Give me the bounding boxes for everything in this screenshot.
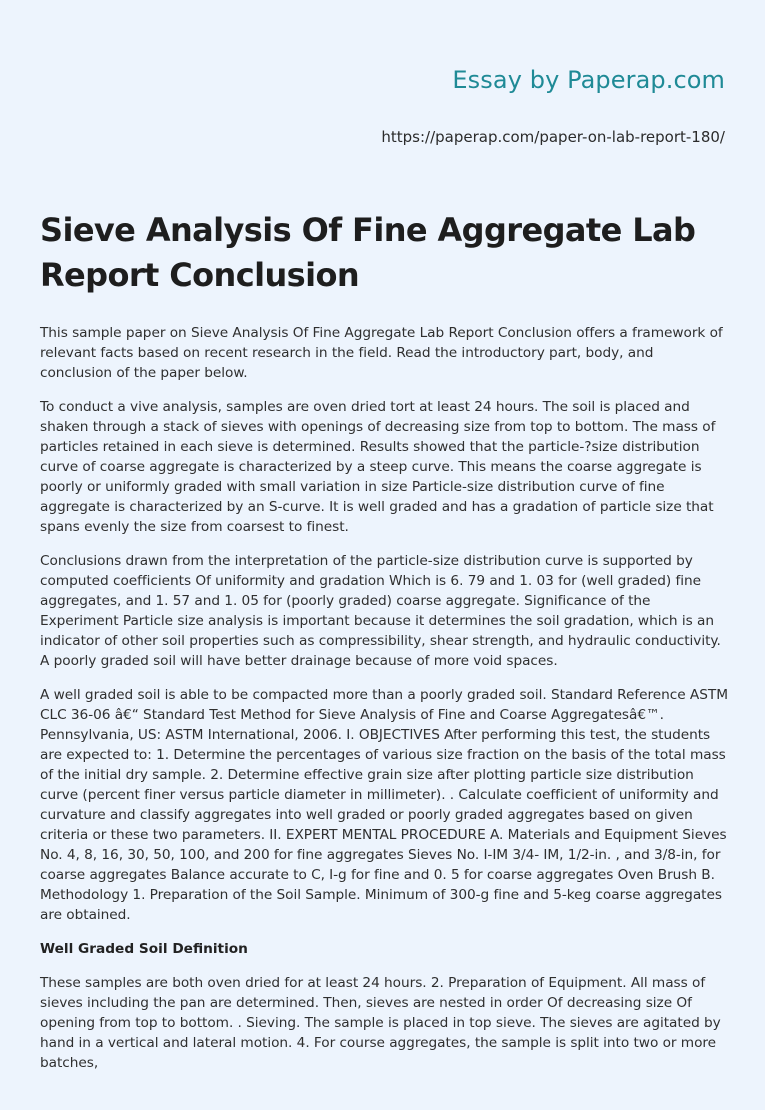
section-heading: Well Graded Soil Definition bbox=[40, 941, 248, 957]
article-title: Sieve Analysis Of Fine Aggregate Lab Report Conclusion bbox=[40, 211, 696, 294]
paragraph-conclusions: Conclusions drawn from the interpretation of the particle-size distribution curve is supported by computed coefficients Of uniformity and gradation Which is 6. 79 and 1. 03 for (well graded) fine aggregates, and 1. 57 and 1. 05 for (poorly graded) coarse aggregate. Significance of the Experiment Particle size analysis is important because it determines the soil gradation, which is an indicator of other soil properties such as compressibility, shear strength, and hydraulic conductivity. A poorly graded soil will have better drainage because of more void spaces. bbox=[40, 553, 721, 669]
article-body bbox=[40, 323, 728, 1087]
paragraph-objectives: A well graded soil is able to be compacted more than a poorly graded soil. Standard Reference ASTM CLC 36-06 â€“ Standard Test Method for Sieve Analysis of Fine and Coarse Aggregatesâ€™. Pennsylvania, US: ASTM International, 2006. I. OBJECTIVES After performing this test, the students are expected to: 1. Determine the percentages of various size fraction on the basis of the total mass of the initial dry sample. 2. Determine effective grain size after plotting particle size distribution curve (percent finer versus particle diameter in millimeter). . Calculate coefficient of uniformity and curvature and classify aggregates into well graded or poorly graded aggregates based on given criteria or these two parameters. II. EXPERT MENTAL PROCEDURE A. Materials and Equipment Sieves No. 4, 8, 16, 30, 50, 100, and 200 for fine aggregates Sieves No. I-IM 3/4- IM, 1/2-in. , and 3/8-in, for coarse aggregates Balance accurate to C, I-g for fine and 0. 5 for coarse aggregates Oven Brush B. Methodology 1. Preparation of the Soil Sample. Minimum of 300-g fine and 5-keg coarse aggregates are obtained. bbox=[40, 687, 728, 923]
paragraph-procedure: These samples are both oven dried for at least 24 hours. 2. Preparation of Equipment. All mass of sieves including the pan are determined. Then, sieves are nested in order Of decreasing size Of opening from top to bottom. . Sieving. The sample is placed in top sieve. The sieves are agitated by hand in a vertical and lateral motion. 4. For course aggregates, the sample is split into two or more batches, bbox=[40, 975, 721, 1071]
paragraph-method: To conduct a vive analysis, samples are oven dried tort at least 24 hours. The soil is placed and shaken through a stack of sieves with openings of decreasing size from top to bottom. The mass of particles retained in each sieve is determined. Results showed that the particle-?size distribution curve of coarse aggregate is characterized by a steep curve. This means the coarse aggregate is poorly or uniformly graded with small variation in size Particle-size distribution curve of fine aggregate is characterized by an S-curve. It is well graded and has a gradation of particle size that spans evenly the size from coarsest to finest. bbox=[40, 399, 716, 535]
site-brand[interactable]: Essay by Paperap.com bbox=[452, 66, 725, 94]
paragraph-intro: This sample paper on Sieve Analysis Of Fine Aggregate Lab Report Conclusion offers a framework of relevant facts based on recent research in the field. Read the introductory part, body, and conclusion of the paper below. bbox=[40, 325, 723, 381]
source-url[interactable]: https://paperap.com/paper-on-lab-report-180/ bbox=[381, 128, 725, 146]
